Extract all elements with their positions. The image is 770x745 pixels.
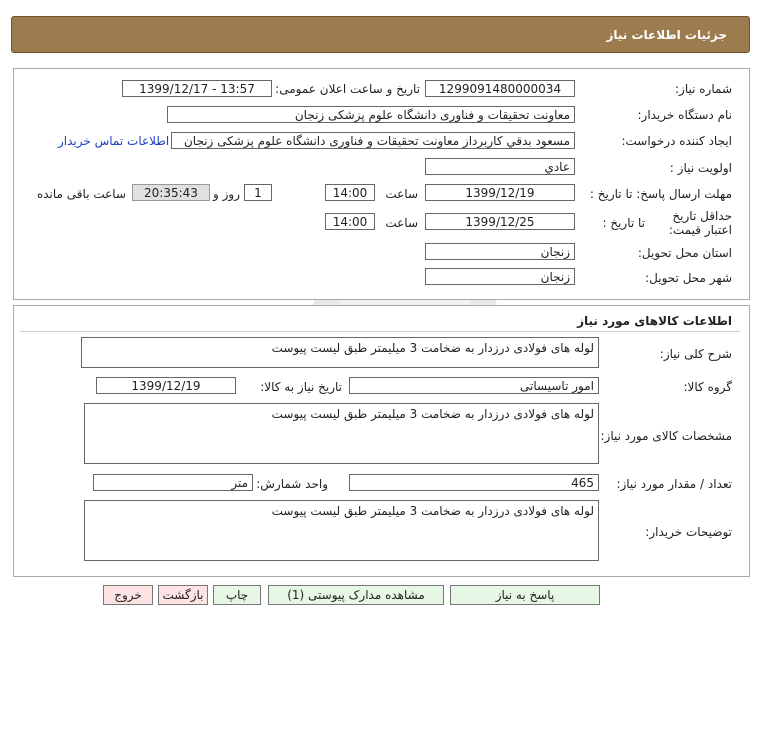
validity-time-label: ساعت [385, 216, 418, 230]
unit-label: واحد شمارش: [256, 477, 328, 491]
need-date-field: 1399/12/19 [96, 377, 236, 394]
deadline-label: مهلت ارسال پاسخ: تا تاریخ : [589, 187, 732, 201]
back-button[interactable]: بازگشت [158, 585, 208, 605]
goods-divider [20, 331, 740, 332]
page-header [11, 16, 750, 53]
deadline-time-field: 14:00 [325, 184, 375, 201]
goods-group-field: امور تاسیساتی [349, 377, 599, 394]
priority-field: عادي [425, 158, 575, 175]
buyer-org-field: معاونت تحقیقات و فناوری دانشگاه علوم پزشکی زنجان [167, 106, 575, 123]
summary-label: شرح کلی نیاز: [659, 347, 732, 361]
need-number-field: 1299091480000034 [425, 80, 575, 97]
specs-field: لوله های فولادی درزدار به ضخامت 3 میلیمتر طبق لیست پیوست [84, 403, 599, 464]
goods-section-title: اطلاعات کالاهای مورد نیاز [577, 314, 732, 328]
deadline-days-label: روز و [213, 187, 240, 201]
deadline-time-label: ساعت [385, 187, 418, 201]
province-field: زنجان [425, 243, 575, 260]
priority-label: اولویت نیاز : [669, 161, 732, 175]
page-title: جزئیات اطلاعات نیاز [606, 28, 727, 42]
remaining-time-label: ساعت باقی مانده [36, 187, 126, 201]
creator-field: مسعود بدقي كاربرداز معاونت تحقيقات و فناوری دانشگاه علوم پزشکی زنجان [171, 132, 575, 149]
creator-label: ایجاد کننده درخواست: [621, 134, 732, 148]
city-field: زنجان [425, 268, 575, 285]
buyer-notes-label: توضیحات خریدار: [645, 525, 732, 539]
goods-group-label: گروه کالا: [683, 380, 732, 394]
validity-label: حداقل تاریخ اعتبار قیمت: [668, 209, 732, 237]
reply-button[interactable]: پاسخ به نیاز [450, 585, 600, 605]
remaining-time-field: 20:35:43 [132, 184, 210, 201]
buyer-org-label: نام دستگاه خریدار: [637, 108, 732, 122]
announce-label: تاریخ و ساعت اعلان عمومی: [275, 82, 420, 96]
need-number-label: شماره نیاز: [675, 82, 732, 96]
validity-date-field: 1399/12/25 [425, 213, 575, 230]
buyer-notes-field: لوله های فولادی درزدار به ضخامت 3 میلیمتر طبق لیست پیوست [84, 500, 599, 561]
validity-time-field: 14:00 [325, 213, 375, 230]
specs-label: مشخصات کالای مورد نیاز: [600, 429, 732, 443]
announce-field: 1399/12/17 - 13:57 [122, 80, 272, 97]
deadline-date-field: 1399/12/19 [425, 184, 575, 201]
deadline-days-field: 1 [244, 184, 272, 201]
validity-to-date-label: تا تاریخ : [602, 216, 645, 230]
quantity-field: 465 [349, 474, 599, 491]
details-panel [13, 68, 750, 300]
summary-field: لوله های فولادی درزدار به ضخامت 3 میلیمتر طبق لیست پیوست [81, 337, 599, 368]
buyer-contact-link[interactable]: اطلاعات تماس خریدار [58, 134, 170, 148]
city-label: شهر محل تحویل: [645, 271, 732, 285]
unit-field: متر [93, 474, 253, 491]
need-date-label: تاریخ نیاز به کالا: [260, 380, 342, 394]
exit-button[interactable]: خروج [103, 585, 153, 605]
view-attachments-button[interactable]: مشاهده مدارک پیوستی (1) [268, 585, 444, 605]
print-button[interactable]: چاپ [213, 585, 261, 605]
province-label: استان محل تحویل: [637, 246, 732, 260]
quantity-label: تعداد / مقدار مورد نیاز: [616, 477, 732, 491]
